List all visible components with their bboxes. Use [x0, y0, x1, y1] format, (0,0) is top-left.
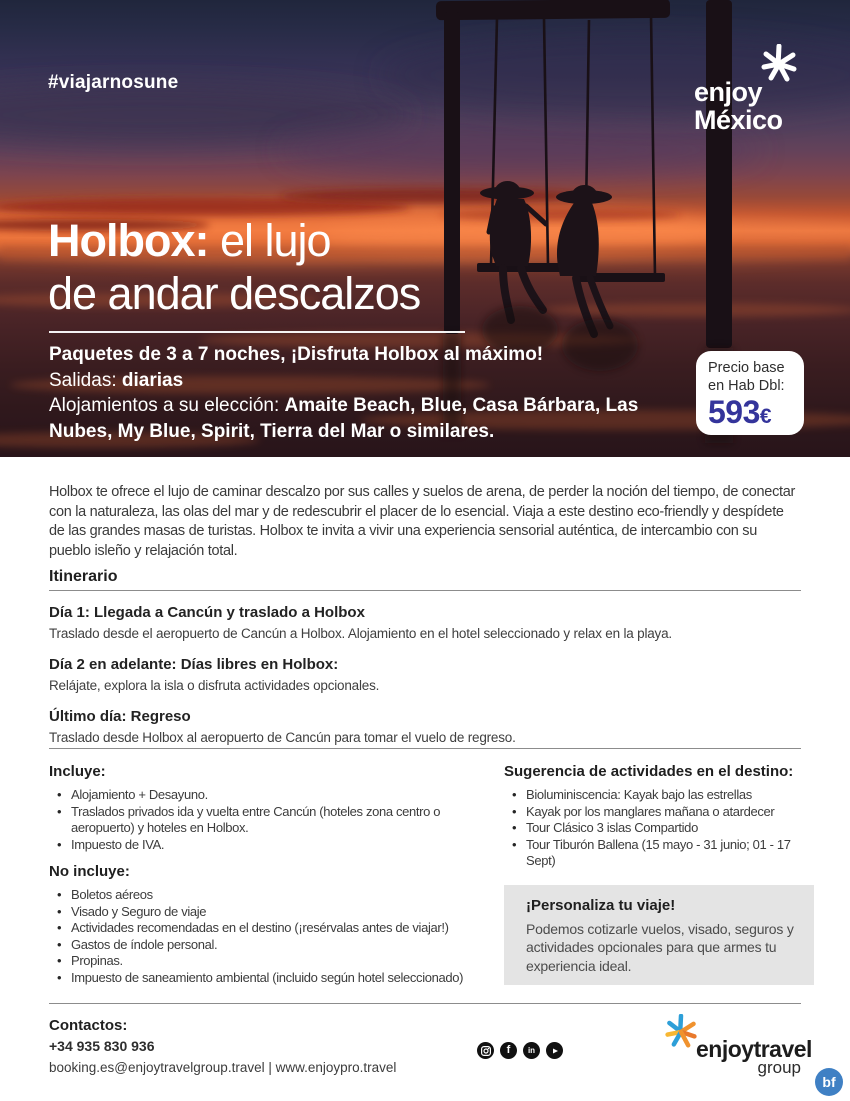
enjoytravel-group-logo [660, 1012, 812, 1077]
itinerary-day-desc: Relájate, explora la isla o disfruta actividades opcionales. [49, 678, 380, 693]
list-item: • Tour Clásico 3 islas Compartido [504, 820, 816, 837]
brand-line-1: enjoy [694, 77, 763, 107]
hotels-label: Alojamientos a su elección: [49, 395, 285, 416]
brand-line-2: México [694, 105, 783, 135]
itinerary-item [49, 603, 801, 643]
linkedin-icon[interactable]: in [523, 1042, 540, 1059]
hero-photo [0, 0, 850, 457]
phone-number[interactable]: +34 935 830 936 [49, 1038, 155, 1054]
footer-brand-sub: group [757, 1058, 801, 1077]
includes-list [49, 787, 489, 853]
contacts-heading: Contactos: [49, 1017, 128, 1034]
page-title [48, 214, 420, 320]
campaign-hashtag: #viajarnosune [48, 72, 179, 93]
itinerary-item [49, 655, 801, 695]
list-item: • Impuesto de IVA. [49, 837, 489, 854]
departures-value: diarias [121, 369, 184, 391]
list-item: • Gastos de índole personal. [49, 937, 489, 954]
social-icons [477, 1042, 563, 1059]
departures-label: Salidas: [49, 369, 122, 391]
includes-heading: Incluye: [49, 763, 106, 780]
list-item: • Visado y Seguro de viaje [49, 904, 489, 921]
instagram-icon[interactable] [477, 1042, 494, 1059]
price-amount: 593€ [708, 394, 772, 430]
title-bold: Holbox: [48, 215, 209, 266]
footer-brand-name: enjoytravel [696, 1036, 812, 1062]
not-includes-list [49, 887, 489, 986]
title-line2: de andar descalzos [48, 268, 421, 319]
divider [49, 748, 801, 749]
itinerary-list [49, 603, 801, 759]
suggestions-list [504, 787, 816, 870]
list-item: • Traslados privados ida y vuelta entre Cancún (hoteles zona centro o aeropuerto) y hoteles en Holbox. [49, 804, 489, 837]
offer-line1: Paquetes de 3 a 7 noches, ¡Disfruta Holbox al máximo! [49, 344, 544, 365]
price-label-line1: Precio base [708, 360, 785, 376]
currency-symbol: € [759, 405, 772, 428]
list-item: • Impuesto de saneamiento ambiental (incluido según hotel seleccionado) [49, 970, 489, 987]
divider [49, 590, 801, 591]
price-badge [696, 351, 804, 435]
suggestions-heading: Sugerencia de actividades en el destino: [504, 763, 794, 780]
itinerary-item [49, 707, 801, 747]
facebook-icon[interactable]: f [500, 1042, 517, 1059]
itinerary-day-title: Día 2 en adelante: Días libres en Holbox: [49, 656, 339, 673]
itinerary-day-desc: Traslado desde el aeropuerto de Cancún a Holbox. Alojamiento en el hotel seleccionado y relax en la playa. [49, 626, 672, 641]
asterisk-star-icon [664, 1014, 698, 1048]
list-item: • Alojamiento + Desayuno. [49, 787, 489, 804]
not-includes-heading: No incluye: [49, 863, 130, 880]
list-item: • Bioluminiscencia: Kayak bajo las estrellas [504, 787, 816, 804]
itinerary-heading: Itinerario [49, 568, 118, 585]
intro-paragraph: Holbox te ofrece el lujo de caminar descalzo por sus calles y suelos de arena, de perder la noción del tiempo, de conectar con la naturaleza, las olas del mar y de redescubrir el placer de lo esencial. Viaja a este destino eco-friendly y despídete de las grandes masas de turistas. Holbox te invita a vivir una experiencia sensorial auténtica, de intercambio con su pueblo isleño y relajación total. [49, 484, 796, 559]
includes-column [49, 762, 489, 986]
title-underline [49, 331, 465, 333]
itinerary-day-desc: Traslado desde Holbox al aeropuerto de Cancún para tomar el vuelo de regreso. [49, 730, 516, 745]
itinerary-day-title: Día 1: Llegada a Cancún y traslado a Holbox [49, 604, 365, 621]
asterisk-star-icon [760, 44, 798, 82]
list-item: • Boletos aéreos [49, 887, 489, 904]
personalize-body: Podemos cotizarle vuelos, visado, seguros y actividades opcionales para que armes tu experiencia ideal. [526, 920, 794, 974]
bf-badge: bf [815, 1068, 843, 1096]
offer-summary [49, 342, 649, 444]
contacts-block [49, 1016, 396, 1078]
divider [49, 1003, 801, 1004]
email-and-website[interactable]: booking.es@enjoytravelgroup.travel | www.enjoypro.travel [49, 1060, 397, 1075]
youtube-icon[interactable] [546, 1042, 563, 1059]
suggestions-column [504, 762, 816, 985]
list-item: • Tour Tiburón Ballena (15 mayo - 31 junio; 01 - 17 Sept) [504, 837, 816, 870]
list-item: • Propinas. [49, 953, 489, 970]
hotels-value: Amaite Beach, Blue, Casa Bárbara, Las Nubes, My Blue, Spirit, Tierra del Mar o similares. [49, 395, 639, 442]
list-item: • Actividades recomendadas en el destino (¡resérvalas antes de viajar!) [49, 920, 489, 937]
itinerary-day-title: Último día: Regreso [49, 708, 191, 725]
personalize-callout [504, 885, 814, 986]
price-label-line2: en Hab Dbl: [708, 377, 785, 394]
title-light: el lujo [208, 215, 331, 266]
list-item: • Kayak por los manglares mañana o atardecer [504, 804, 816, 821]
personalize-heading: ¡Personaliza tu viaje! [526, 896, 676, 914]
